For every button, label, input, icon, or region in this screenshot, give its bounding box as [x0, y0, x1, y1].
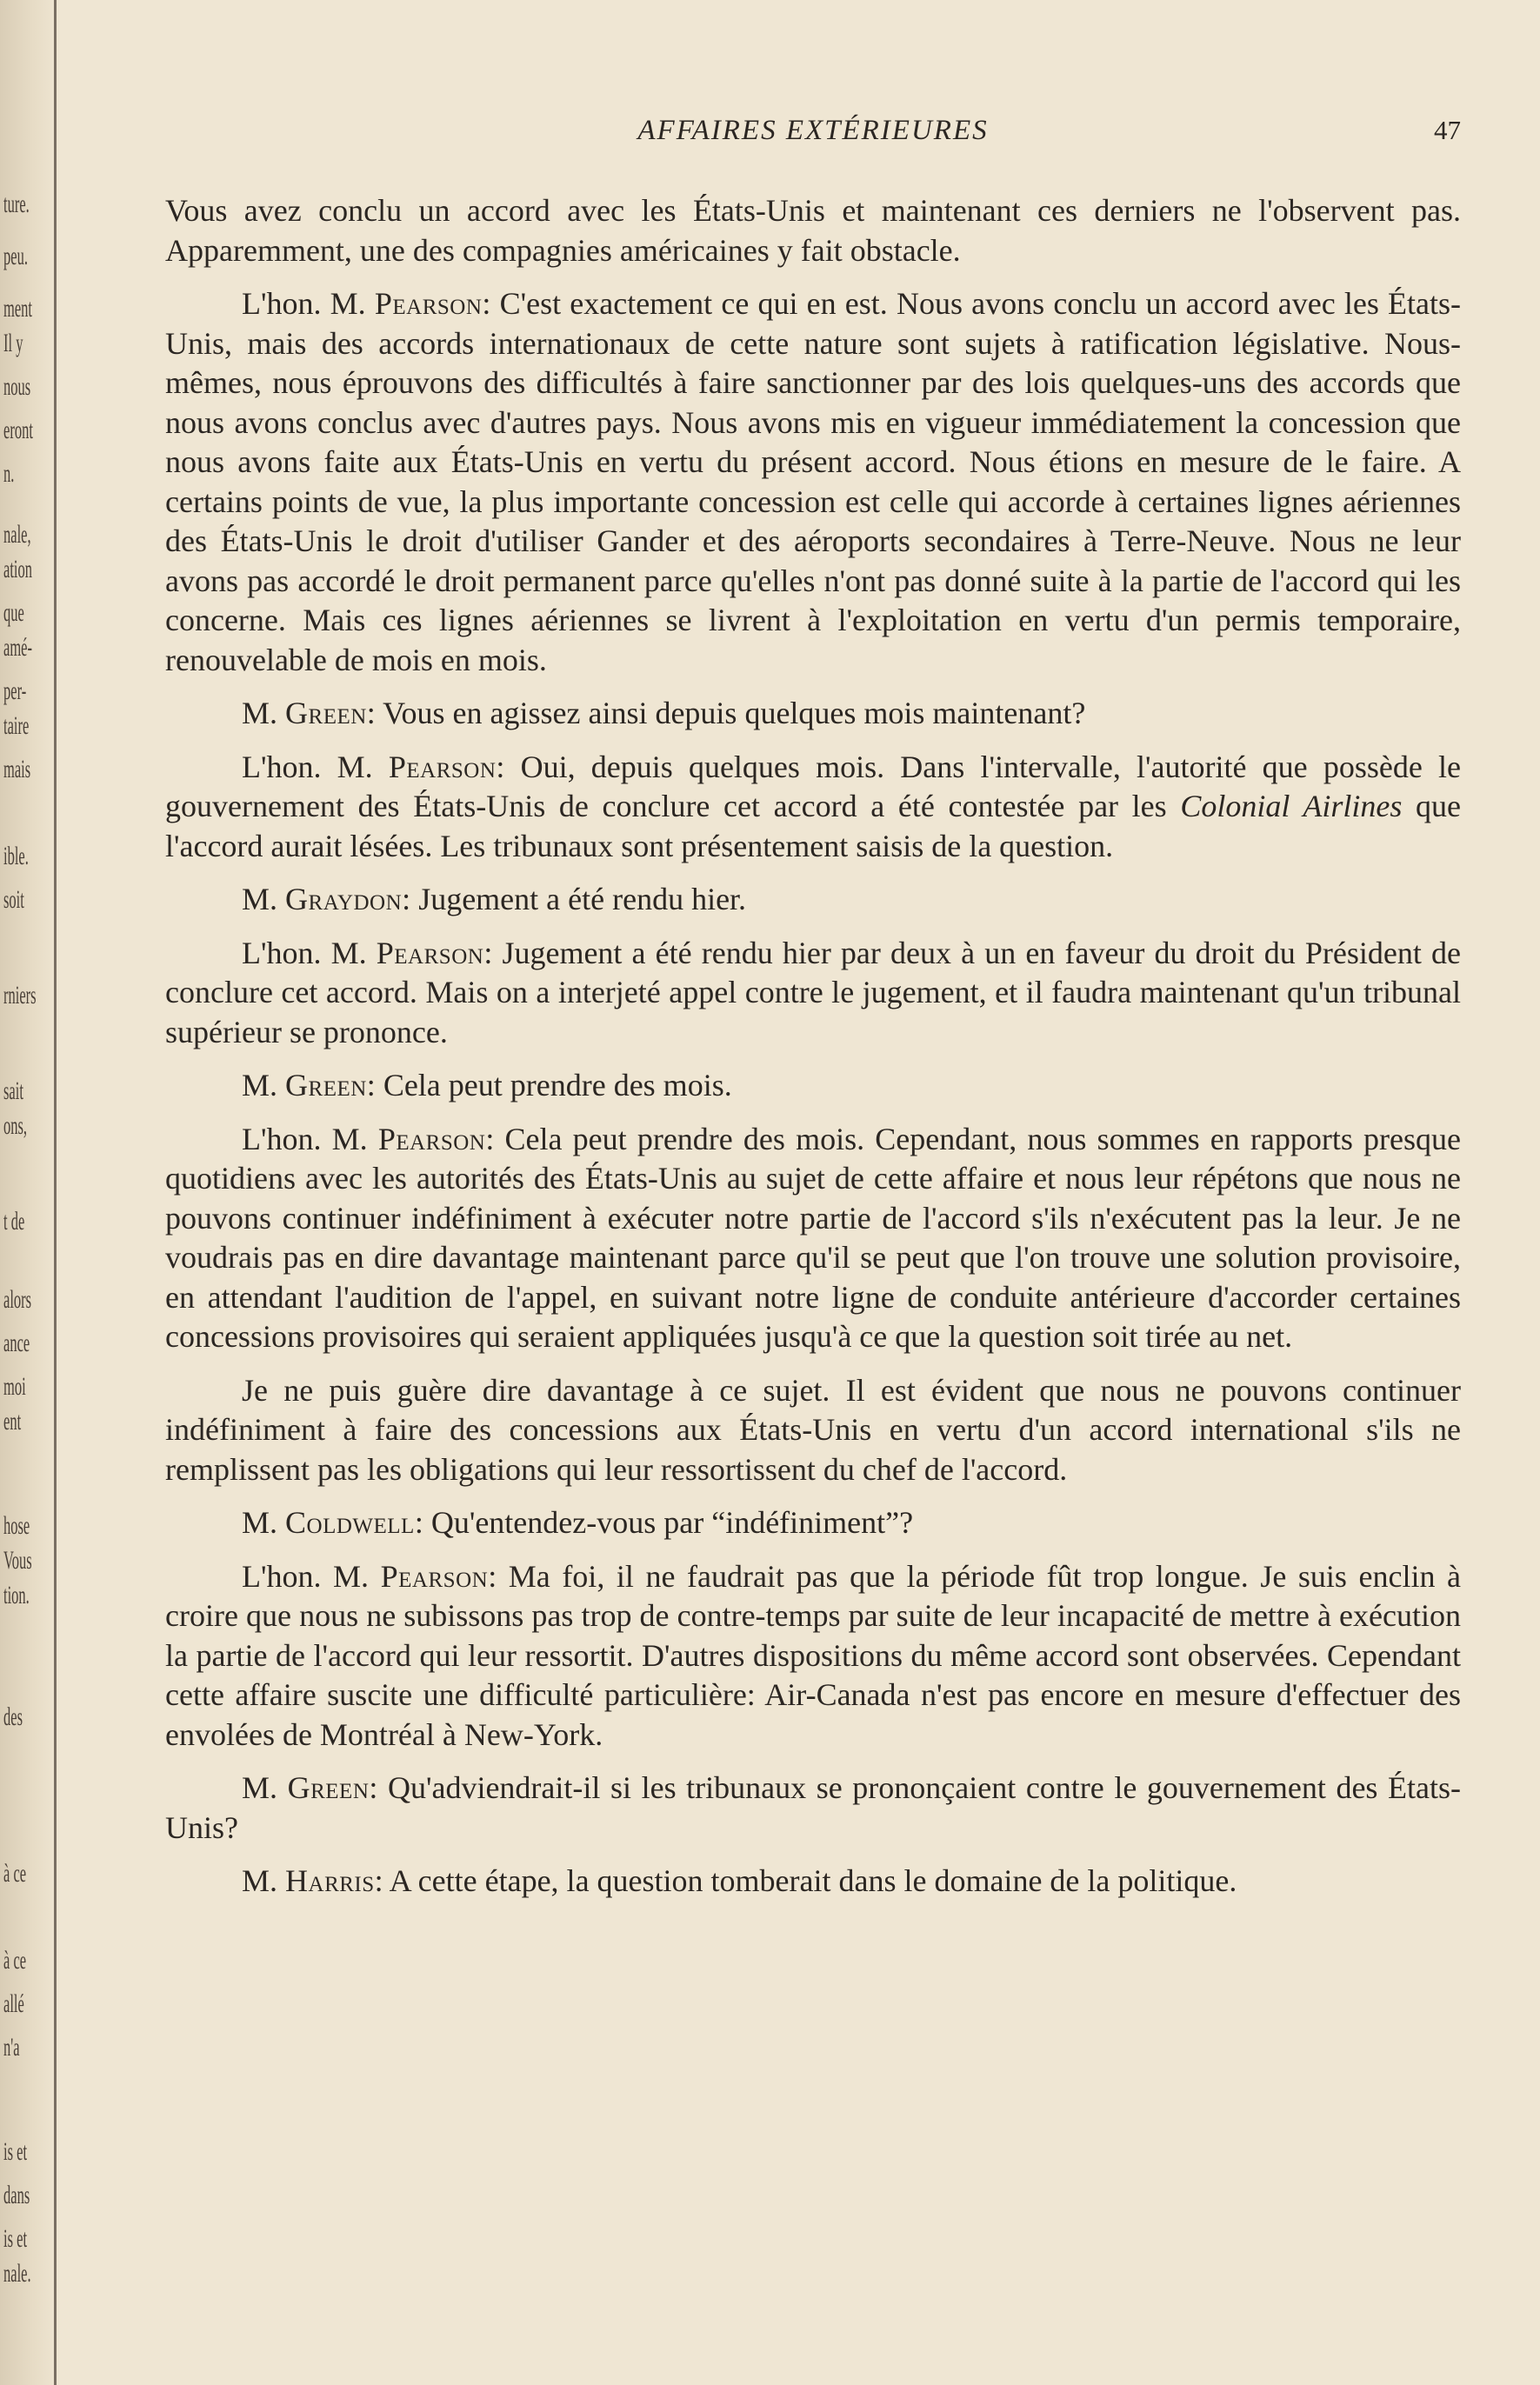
margin-fragment: allé: [3, 1989, 24, 2018]
margin-fragment: t de: [3, 1207, 25, 1236]
paragraph-text: Cela peut prendre des mois. Cependant, nous sommes en rapports presque quotidiens avec les autorités des États-Unis au sujet de cette affaire et nous leur répétons que nous ne pouvons continuer indéfiniment à exécuter notre partie de l'accord s'ils n'exécutent pas la leur. Je ne voudrais pas en dire davantage maintenant parce qu'il se peut que l'on trouve une solution provisoire, en attendant l'audition de l'appel, en suivant notre ligne de conduite antérieure d'accorder certaines concessions provisoires qui seraient appliquées jusqu'à ce que la question soit tirée au net.: [165, 1121, 1461, 1354]
paragraph: L'hon. M. Pearson: Cela peut prendre des mois. Cependant, nous sommes en rapports presque quotidiens avec les autorités des États-Unis au sujet de cette affaire et nous leur répétons que nous ne pouvons continuer indéfiniment à exécuter notre partie de l'accord s'ils n'exécutent pas la leur. Je ne voudrais pas en dire davantage maintenant parce qu'il se peut que l'on trouve une solution provisoire, en attendant l'audition de l'appel, en suivant notre ligne de conduite antérieure d'accorder certaines concessions provisoires qui seraient appliquées jusqu'à ce que la question soit tirée au net.: [165, 1121, 1461, 1354]
paragraph: M. Coldwell: Qu'entendez-vous par “indéfiniment”?: [242, 1505, 914, 1540]
margin-fragment: ons,: [3, 1111, 28, 1140]
paragraph-text: Jugement a été rendu hier par deux à un en faveur du droit du Président de conclure cet accord. Mais on a interjeté appel contre le jugement, et il faudra maintenant qu'un tribunal supérieur se prononce.: [165, 935, 1461, 1049]
paragraph: [165, 1371, 1461, 1490]
paragraph-text: Qu'adviendrait-il si les tribunaux se prononçaient contre le gouvernement des États-Unis?: [165, 1770, 1461, 1845]
paragraph: L'hon. M. Pearson: Jugement a été rendu hier par deux à un en faveur du droit du Président de conclure cet accord. Mais on a interjeté appel contre le jugement, et il faudra maintenant qu'un tribunal supérieur se prononce.: [165, 935, 1461, 1049]
paragraph: M. Green: Cela peut prendre des mois.: [242, 1068, 732, 1103]
speaker-title: L'hon. M.: [242, 749, 373, 784]
paragraph: M. Graydon: Jugement a été rendu hier.: [242, 882, 747, 916]
speaker-name: Pearson: [377, 1121, 486, 1156]
paragraph-text: Oui, depuis quelques mois. Dans l'intervalle, l'autorité que possède le gouvernement des États-Unis de conclure cet accord a été contestée par les: [165, 749, 1461, 823]
paragraph-text: Je ne puis guère dire davantage à ce sujet. Il est évident que nous ne pouvons continuer indéfiniment à faire des concessions aux États-Unis en vertu d'un accord international s'ils ne remplissent pas les obligations qui leur ressortissent du chef de l'accord.: [165, 1372, 1461, 1487]
margin-fragment: ation: [3, 555, 32, 583]
margin-fragment: nous: [3, 372, 31, 401]
speaker-title: M.: [242, 1505, 278, 1540]
paragraph: L'hon. M. Pearson: Oui, depuis quelques mois. Dans l'intervalle, l'autorité que possède le gouvernement des États-Unis de conclure cet accord a été contestée par les Colonial Airlines que l'accord aurait lésées. Les tribunaux sont présentement saisis de la question.: [165, 749, 1461, 863]
margin-fragment: alors: [3, 1285, 32, 1314]
speaker-name: Pearson: [380, 1558, 489, 1594]
speaker-name: Coldwell: [285, 1505, 415, 1540]
margin-fragment: hose: [3, 1511, 30, 1540]
speaker-title: L'hon. M.: [242, 1121, 368, 1156]
margin-fragment: sait: [3, 1076, 23, 1105]
margin-fragment: moi: [3, 1372, 26, 1401]
speaker-title: M.: [242, 1068, 278, 1103]
margin-fragment: à ce: [3, 1946, 27, 1975]
margin-fragment: à ce: [3, 1859, 27, 1888]
speaker-name: Green: [285, 1068, 367, 1103]
margin-fragment: n'a: [3, 2033, 20, 2062]
body-text: [165, 191, 1461, 1915]
speaker-name: Pearson: [388, 749, 497, 784]
margin-fragment: soit: [3, 885, 24, 914]
margin-fragment: ture.: [3, 190, 30, 218]
paragraph-text: Vous avez conclu un accord avec les États-Unis et maintenant ces derniers ne l'observent pas. Apparemment, une des compagnies américaines y fait obstacle.: [165, 193, 1461, 268]
margin-fragment: tion.: [3, 1581, 30, 1609]
margin-fragment: peu.: [3, 242, 28, 270]
margin-fragment: ment: [3, 294, 32, 323]
speaker-title: M.: [242, 1770, 278, 1805]
margin-fragment: Vous: [3, 1546, 32, 1575]
speaker-title: L'hon. M.: [242, 935, 367, 970]
paragraph-text: Jugement a été rendu hier.: [418, 882, 747, 916]
speaker-title: L'hon. M.: [242, 286, 366, 321]
running-head: [165, 115, 1461, 158]
margin-fragment: eront: [3, 416, 33, 444]
paragraph-text: que l'accord aurait lésées. Les tribunaux sont présentement saisis de la question.: [165, 789, 1461, 863]
speaker-title: M.: [242, 696, 278, 730]
margin-fragment: mais: [3, 755, 31, 783]
airline-name: Colonial Airlines: [1180, 789, 1403, 823]
margin-fragment: taire: [3, 711, 30, 740]
paragraph: [165, 191, 1461, 270]
margin-fragment: is et: [3, 2137, 28, 2166]
margin-fragment: que: [3, 598, 24, 627]
paragraph: L'hon. M. Pearson: Ma foi, il ne faudrait pas que la période fût trop longue. Je suis enclin à croire que nous ne subissons pas trop de contre-temps par suite de leur incapacité de mettre à exécution la partie de l'accord qui leur ressortit. D'autres dispositions du même accord sont observées. Cependant cette affaire suscite une difficulté particulière: Air-Canada n'est pas encore en mesure d'effectuer des envolées de Montréal à New-York.: [165, 1558, 1461, 1752]
page-number: 47: [1434, 115, 1461, 145]
speaker-name: Green: [285, 696, 367, 730]
speaker-name: Harris: [285, 1863, 375, 1898]
paragraph: M. Green: Vous en agissez ainsi depuis quelques mois maintenant?: [242, 696, 1086, 730]
margin-fragment: des: [3, 1702, 23, 1731]
margin-fragment: Il y: [3, 329, 23, 357]
speaker-name: Green: [287, 1770, 370, 1805]
speaker-title: L'hon. M.: [242, 1558, 370, 1594]
margin-fragment: n.: [3, 459, 15, 488]
paragraph-text: Ma foi, il ne faudrait pas que la période fût trop longue. Je suis enclin à croire que nous ne subissons pas trop de contre-temps par suite de leur incapacité de mettre à exécution la partie de l'accord qui leur ressortit. D'autres dispositions du même accord sont observées. Cependant cette affaire suscite une difficulté particulière: Air-Canada n'est pas encore en mesure d'effectuer des envolées de Montréal à New-York.: [165, 1558, 1461, 1752]
paragraph-text: Vous en agissez ainsi depuis quelques mois maintenant?: [383, 696, 1086, 730]
margin-fragment: nale,: [3, 520, 31, 549]
paragraph: L'hon. M. Pearson: C'est exactement ce qui en est. Nous avons conclu un accord avec les États-Unis, mais des accords internationaux de cette nature sont sujets à ratification législative. Nous-mêmes, nous éprouvons des difficultés à faire sanctionner par des lois quelques-uns des accords que nous avons conclus avec d'autres pays. Nous avons mis en vigueur immédiatement la concession que nous avons faite aux États-Unis en vertu du présent accord. Nous étions en mesure de le faire. A certains points de vue, la plus importante concession est celle qui accorde à certaines lignes aériennes des États-Unis le droit d'utiliser Gander et des aéroports secondaires à Terre-Neuve. Nous ne leur avons pas accordé le droit permanent parce qu'elles n'ont pas donné suite à la partie de l'accord qui les concerne. Mais ces lignes aériennes se livrent à l'exploitation en vertu d'un permis temporaire, renouvelable de mois en mois.: [165, 286, 1461, 677]
speaker-name: Graydon: [285, 882, 403, 916]
margin-fragment: rniers: [3, 981, 37, 1009]
margin-fragment: ance: [3, 1329, 30, 1357]
binding-edge-line: [54, 0, 57, 2385]
margin-fragment: per-: [3, 676, 27, 705]
speaker-name: Pearson: [376, 935, 484, 970]
paragraph-text: Cela peut prendre des mois.: [383, 1068, 732, 1103]
paragraph-text: C'est exactement ce qui en est. Nous avons conclu un accord avec les États-Unis, mais des accords internationaux de cette nature sont sujets à ratification législative. Nous-mêmes, nous éprouvons des difficultés à faire sanctionner par des lois quelques-uns des accords que nous avons conclus avec d'autres pays. Nous avons mis en vigueur immédiatement la concession que nous avons faite aux États-Unis en vertu du présent accord. Nous étions en mesure de le faire. A certains points de vue, la plus importante concession est celle qui accorde à certaines lignes aériennes des États-Unis le droit d'utiliser Gander et des aéroports secondaires à Terre-Neuve. Nous ne leur avons pas accordé le droit permanent parce qu'elles n'ont pas donné suite à la partie de l'accord qui les concerne. Mais ces lignes aériennes se livrent à l'exploitation en vertu d'un permis temporaire, renouvelable de mois en mois.: [165, 286, 1461, 677]
margin-fragment: nale.: [3, 2259, 31, 2288]
paragraph: M. Harris: A cette étape, la question tomberait dans le domaine de la politique.: [242, 1863, 1237, 1898]
paragraph: M. Green: Qu'adviendrait-il si les tribunaux se prononçaient contre le gouvernement des États-Unis?: [165, 1770, 1461, 1845]
margin-fragment: amé-: [3, 633, 32, 662]
running-title: AFFAIRES EXTÉRIEURES: [637, 115, 989, 146]
margin-fragment: dans: [3, 2181, 30, 2209]
paragraph-text: A cette étape, la question tomberait dans le domaine de la politique.: [389, 1863, 1237, 1898]
speaker-name: Pearson: [374, 286, 483, 321]
paragraph-text: Qu'entendez-vous par “indéfiniment”?: [430, 1505, 914, 1540]
margin-fragment: ible.: [3, 842, 29, 870]
speaker-title: M.: [242, 1863, 278, 1898]
margin-fragment: is et: [3, 2224, 28, 2253]
speaker-title: M.: [242, 882, 278, 916]
margin-fragment: ent: [3, 1407, 22, 1436]
